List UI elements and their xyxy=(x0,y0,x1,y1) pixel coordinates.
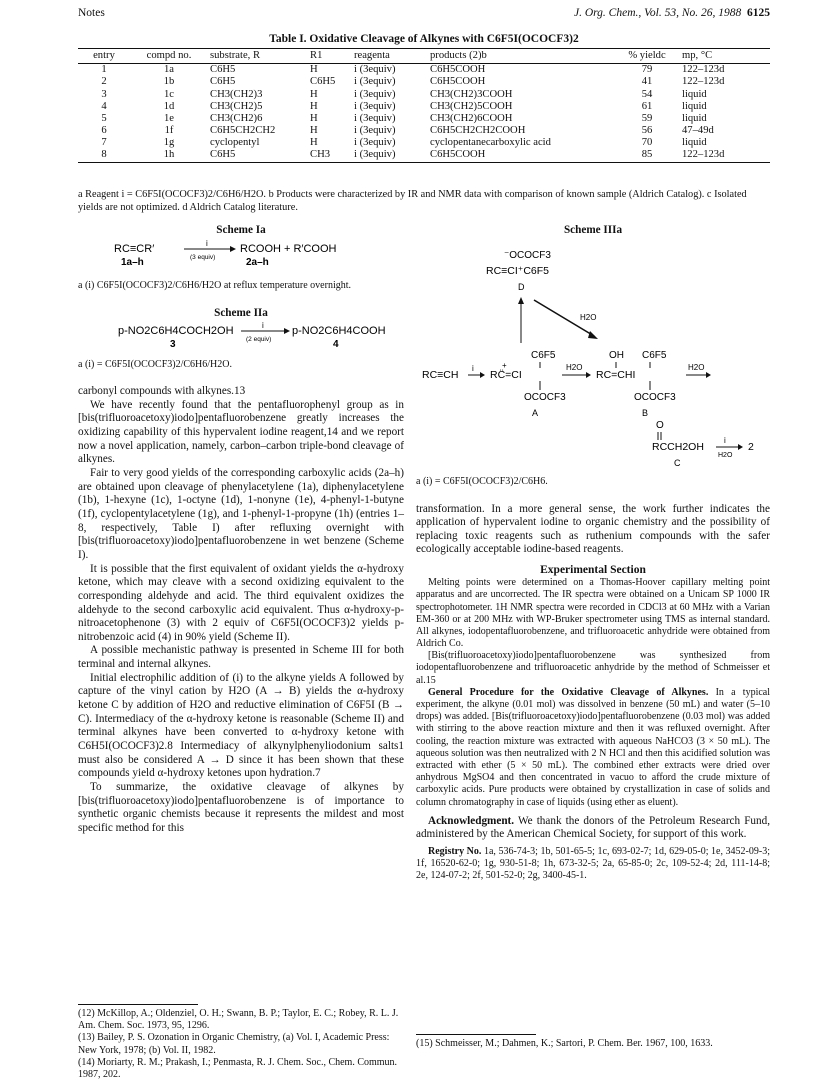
table-cell: C6H5 xyxy=(210,76,236,88)
table-header-cell: reagenta xyxy=(352,49,428,64)
table-cell: i (3equiv) xyxy=(354,76,396,88)
table-cell: CH3(CH2)6COOH xyxy=(430,112,513,124)
scheme3-a-main: RC̈=CI xyxy=(490,368,522,381)
scheme1-title: Scheme Ia xyxy=(216,224,266,236)
scheme3-product-2: 2 xyxy=(748,440,754,453)
acknowledgment-heading: Acknowledgment. xyxy=(428,814,515,827)
table-cell: H xyxy=(310,137,318,149)
registry-numbers: Registry No. 1a, 536-74-3; 1b, 501-65-5; 1c, 693-02-7; 1d, 629-05-0; 1e, 3452-09-3; 1f, 16520-62-0; 1g, 930-51-8; 1h, 673-32-5; 2a, 65-85-0; 2c, 109-52-4; 2d, 111-14-8; 2e, 124-07-2; 2f, 501-52-0; 2g, 3400-45-1. xyxy=(416,846,770,882)
table-cell: CH3 xyxy=(308,149,352,162)
table-cell: 1e xyxy=(164,112,174,124)
table-cell: 1c xyxy=(164,88,174,100)
table-header-cell: R1 xyxy=(308,49,352,64)
table-cell: 8 xyxy=(78,149,130,162)
table-header-cell: % yieldc xyxy=(614,49,680,64)
table-header-row xyxy=(78,49,770,64)
table-cell: H xyxy=(310,88,318,100)
scheme1-products: RCOOH + R′COOH xyxy=(240,242,337,255)
table-cell: C6H5CH2CH2COOH xyxy=(430,125,526,137)
table-cell: H xyxy=(310,100,318,112)
scheme3-a-ococf3: OCOCF3 xyxy=(524,391,566,403)
scheme2-footnote: a (i) = C6F5I(OCOCF3)2/C6H6/H2O. xyxy=(78,358,232,370)
table-cell: 1a xyxy=(164,64,174,76)
paragraph: To summarize, the oxidative cleavage of alkynes by [bis(trifluoroacetoxy)iodo]pentafluorobenzene is of importance to synthetic organic chemists because it represents the mildest and most specific method for this xyxy=(78,781,404,834)
footnote-14: (14) Moriarty, R. M.; Prakash, I.; Penmasta, R. J. Chem. Soc., Chem. Commun. 1987, 202. xyxy=(78,1056,398,1080)
table-cell: 79 xyxy=(641,64,653,76)
table-row xyxy=(78,113,770,125)
footnote-13: (13) Bailey, P. S. Ozonation in Organic Chemistry, (a) Vol. I, Academic Press: New York, 1978; (b) Vol. II, 1982. xyxy=(78,1032,390,1056)
table-body xyxy=(78,64,770,162)
table-cell: 61 xyxy=(641,100,653,112)
table-title: Table I. Oxidative Cleavage of Alkynes with C6F5I(OCOCF3)2 xyxy=(269,33,579,45)
table-cell: C6H5COOH xyxy=(430,76,486,88)
scheme3-b-oh: OH xyxy=(609,349,624,361)
table-cell: C6H5COOH xyxy=(430,64,486,76)
table-cell: H xyxy=(310,64,318,76)
table-cell: i (3equiv) xyxy=(354,88,396,100)
table-row xyxy=(78,149,770,162)
table-cell: 47–49d xyxy=(682,125,714,137)
scheme1-arrow-equiv: (3 equiv) xyxy=(190,253,216,261)
table-row xyxy=(78,76,770,88)
scheme3-d-cation: RC≡CI⁺C6F5 xyxy=(486,264,550,277)
paragraph: A possible mechanistic pathway is presented in Scheme III for both terminal and internal alkynes. xyxy=(78,644,404,671)
table-cell: CH3(CH2)5COOH xyxy=(430,100,513,112)
section-label: Notes xyxy=(78,7,105,19)
table-cell: 1b xyxy=(163,76,175,88)
paragraph: carbonyl compounds with alkynes.13 xyxy=(78,385,246,397)
results-table xyxy=(78,48,770,163)
acknowledgment: Acknowledgment. We thank the donors of the Petroleum Research Fund, administered by the American Chemical Society, for support of this work. xyxy=(416,814,770,841)
running-header xyxy=(78,6,770,22)
experimental-heading: Experimental Section xyxy=(540,564,646,577)
table-cell: CH3(CH2)6 xyxy=(210,112,263,124)
scheme2-reactant-label: 3 xyxy=(170,339,176,351)
scheme3-start-alkyne: RC≡CH xyxy=(422,368,459,381)
table-cell: 122–123d xyxy=(682,76,725,88)
scheme3-footnote: a (i) = C6F5I(OCOCF3)2/C6H6. xyxy=(416,476,548,488)
table-cell: 1h xyxy=(130,149,208,162)
scheme3-arrow-a-to-d-head xyxy=(518,297,524,304)
scheme1-reactant-label: 1a–h xyxy=(121,256,144,268)
paragraph: transformation. In a more general sense, the work further indicates the application of hypervalent iodine to organic chemistry and the possibility of replacing toxic reagents such as ruthenium compounds with the safer ecologically acceptable iodine-based reagents. xyxy=(416,502,770,556)
scheme3-arrow-b-to-c-head xyxy=(706,372,711,378)
table-cell: H xyxy=(310,125,318,137)
scheme3-h2o-diagonal: H2O xyxy=(580,312,597,322)
table-header-cell: substrate, R xyxy=(208,49,308,64)
right-footnotes xyxy=(416,1034,770,1050)
table-cell: 3 xyxy=(101,88,107,100)
table-cell: CH3(CH2)5 xyxy=(210,100,263,112)
procedure-heading: General Procedure for the Oxidative Cleavage of Alkynes. xyxy=(428,686,709,698)
left-footnotes xyxy=(78,1004,404,1081)
table-cell: H xyxy=(310,112,318,124)
experimental-paragraph: [Bis(trifluoroacetoxy)iodo]pentafluorobenzene was synthesized from iodopentafluorobenzene and trifluoroacetic anhydride by the method of Schmeisser et al.15 xyxy=(416,650,770,686)
table-cell: 5 xyxy=(101,112,107,124)
scheme2-title: Scheme IIa xyxy=(214,306,268,319)
scheme3-title: Scheme IIIa xyxy=(563,224,623,236)
table-cell: liquid xyxy=(682,112,707,124)
scheme3-d-label: D xyxy=(518,281,525,292)
scheme2-arrow-reagent: i xyxy=(262,321,264,331)
left-body-text xyxy=(78,385,404,836)
page-number: 6125 xyxy=(747,7,770,19)
table-cell: i (3equiv) xyxy=(352,149,428,162)
scheme3-arrow-i-head xyxy=(480,372,485,378)
scheme2-reactant: p-NO2C6H4COCH2OH xyxy=(118,325,234,338)
table-cell: 4 xyxy=(101,100,107,112)
scheme1-reactant: RC≡CR′ xyxy=(114,242,155,255)
table-cell: i (3equiv) xyxy=(354,137,396,149)
scheme2-product-label: 4 xyxy=(333,339,339,351)
scheme3-b-ococf3: OCOCF3 xyxy=(634,391,676,403)
scheme3-a-charge: + xyxy=(502,360,507,370)
table-cell: i (3equiv) xyxy=(354,112,396,124)
table-cell: 1g xyxy=(163,137,175,149)
experimental-paragraph: Melting points were determined on a Thomas-Hoover capillary melting point apparatus and are uncorrected. The IR spectra were obtained on a Unicam SP 1000 IR spectrophotometer. 1H NMR spectra were recorded in CDCl3 at 60 MHz with a Varian EM-360 or at 200 MHz with WP-Bruker spectrometer using TMS as internal standard. All alkynes, iodopentafluorobenzene, and trifluoroacetic anhydride were obtained from Aldrich Co. xyxy=(416,577,770,650)
table-cell: 2 xyxy=(101,76,107,88)
scheme1-product-label: 2a–h xyxy=(246,256,269,268)
table-cell: cyclopentanecarboxylic acid xyxy=(430,137,551,149)
scheme3-b-c6f5: C6F5 xyxy=(642,349,667,361)
table-cell: 122–123d xyxy=(682,64,725,76)
table-cell: 7 xyxy=(101,137,107,149)
table-header-cell: entry xyxy=(78,49,130,64)
scheme1-figure xyxy=(78,238,404,272)
table-cell: C6H5 xyxy=(210,64,236,76)
scheme3-arrow-a-to-b-head xyxy=(586,372,591,378)
footnote-rule xyxy=(416,1034,536,1035)
paragraph: We have recently found that the pentafluorophenyl group as in [bis(trifluoroacetoxy)iodo]pentafluorobenzene greatly increases the oxidizing capability of this hypervalent iodine reagent,14 and we report now a novel application, namely, carbon–carbon triple-bond cleavage of alkynes. xyxy=(78,398,404,466)
paragraph: Fair to very good yields of the corresponding carboxylic acids (2a–h) are obtained upon cleavage of phenylacetylene (1a), diphenylacetylene (1b), 1-hexyne (1c), 1-octyne (1d), 1-nonyne (1e), 4-phenyl-1-butyne (1f), cyclopentylacetylene (1g), and 1-phenyl-1-propyne (1h) (entries 1–8, respectively, Table I) after refluxing overnight with [bis(trifluoroacetoxy)iodo]pentafluorobenzene in wet benzene (Scheme I). xyxy=(78,466,404,561)
table-cell: liquid xyxy=(682,137,707,149)
table-header-cell: mp, °C xyxy=(680,49,770,64)
table-cell: 1d xyxy=(163,100,175,112)
scheme3-b-label: B xyxy=(642,407,649,418)
registry-heading: Registry No. xyxy=(428,846,482,858)
scheme3-h2o-b-to-c: H2O xyxy=(688,362,705,372)
table-cell: 6 xyxy=(101,125,107,137)
paragraph: It is possible that the first equivalent of oxidant yields the α-hydroxy ketone, which may cleave with a second oxidizing equivalent to the corresponding aldehyde and acid. The third equivalent oxidizes the aldehyde to the second carboxylic acid equivalent. Thus α-hydroxy-p-nitroacetophenone (3) with 2 equiv of C6F5I(OCOCF3)2 yields p-nitrobenzoic acid (4) in 90% yield (Scheme II). xyxy=(78,562,404,643)
table-cell: liquid xyxy=(682,88,707,100)
experimental-paragraph: General Procedure for the Oxidative Cleavage of Alkynes. In a typical experiment, the alkyne (0.01 mol) was dissolved in benzene (50 mL) and water (5–10 drops) was added. [Bis(trifluoroacetoxy)iodo]pentafluorobenzene (0.03 mol) was added with stirring to the above reaction mixture and then it was refluxed overnight. After cooling, the reaction mixture was extracted with aqueous NaHCO3 (3 × 50 mL). The aqueous solution was then neutralized with 2 N HCl and then this acidified solution was extracted with ether (5 × 50 mL). The combined ether extracts were dried over anhydrous MgSO4 and then concentrated in vacuo to afford the crude mixture of carboxylic acids. Pure products were obtained by crystallization in case of solids and column chromatography in case of liquids (using ether as eluent). xyxy=(416,686,771,808)
table-cell: 122–123d xyxy=(680,149,770,162)
scheme1-arrow-reagent: i xyxy=(206,238,208,248)
scheme3-a-c6f5: C6F5 xyxy=(531,349,556,361)
scheme3-arrow-d-to-b-head xyxy=(588,331,598,339)
scheme2-figure xyxy=(78,320,404,352)
table-cell: 1f xyxy=(164,125,174,137)
scheme3-c-oxygen: O xyxy=(656,419,664,431)
table-header-cell: compd no. xyxy=(130,49,208,64)
scheme3-c-label: C xyxy=(674,457,681,468)
table-cell: liquid xyxy=(682,100,707,112)
table-cell: C6H5CH2CH2 xyxy=(210,125,276,137)
scheme3-arrow-i-label: i xyxy=(472,363,474,373)
table-row xyxy=(78,89,770,101)
scheme3-arrow-c-water: H2O xyxy=(718,451,733,459)
table-cell: C6H5 xyxy=(310,76,336,88)
paragraph: Initial electrophilic addition of (i) to the alkyne yields A followed by capture of the vinyl cation by H2O (A → B) yields the α-hydroxy ketone C by addition of H2O and reductive elimination of C6F5I (B → C). Intermediacy of the α-hydroxy ketone is reasonable (Scheme II) and terminal alkynes have been converted to α-hydroxy ketone with C6H5I(OCOCF3)2.8 Intermediacy of alkynylphenyliodonium salts1 must also be considered A → D since it has been shown that these compounds yield α-hydroxy ketones upon hydration.7 xyxy=(78,671,404,780)
table-cell: 1 xyxy=(101,64,107,76)
table-row xyxy=(78,125,770,137)
footnote-12: (12) McKillop, A.; Oldenziel, O. H.; Swann, B. P.; Taylor, E. C.; Robey, R. L. J. Am. Chem. Soc. 1973, 95, 1296. xyxy=(78,1008,399,1032)
table-header-cell: products (2)b xyxy=(428,49,614,64)
table-cell: C6H5COOH xyxy=(428,149,614,162)
scheme3-c-main: RCCH2OH xyxy=(652,440,704,453)
table-row xyxy=(78,101,770,113)
table-row xyxy=(78,137,770,149)
table-cell: 59 xyxy=(641,112,653,124)
scheme3-figure xyxy=(416,238,770,470)
journal-citation: J. Org. Chem., Vol. 53, No. 26, 1988 6125 xyxy=(573,7,770,19)
footnote-rule xyxy=(78,1004,198,1005)
scheme3-h2o-a-to-b: H2O xyxy=(566,362,583,372)
left-column xyxy=(78,224,404,836)
table-cell: i (3equiv) xyxy=(354,125,396,137)
scheme3-a-label: A xyxy=(532,407,539,418)
right-body-text xyxy=(416,503,770,883)
table-cell: CH3(CH2)3COOH xyxy=(430,88,513,100)
table-cell: cyclopentyl xyxy=(210,137,260,149)
scheme2-arrow-head xyxy=(284,328,290,334)
scheme2-product: p-NO2C6H4COOH xyxy=(292,325,386,338)
scheme3-b-main: RC=CHI xyxy=(596,368,636,381)
table-footnote: a Reagent i = C6F5I(OCOCF3)2/C6H6/H2O. b Products were characterized by IR and NMR data with comparison of known sample (Aldrich Catalog). c Isolated yields are not optimized. d Aldrich Catalog literature. xyxy=(78,189,747,213)
table-cell: CH3(CH2)3 xyxy=(210,88,263,100)
scheme3-arrow-c-reagent: i xyxy=(724,435,726,445)
table-cell: i (3equiv) xyxy=(354,100,396,112)
scheme1-footnote: a (i) C6F5I(OCOCF3)2/C6H6/H2O at reflux temperature overnight. xyxy=(78,280,352,292)
right-column xyxy=(416,224,770,883)
table-cell: i (3equiv) xyxy=(354,64,396,76)
table-row xyxy=(78,64,770,77)
scheme3-arrow-c-to-2-head xyxy=(738,444,743,450)
table-cell: 56 xyxy=(641,125,653,137)
table-cell: C6H5 xyxy=(208,149,308,162)
scheme1-arrow-head xyxy=(230,246,236,252)
scheme3-d-anion: ⁻OCOCF3 xyxy=(504,249,551,261)
scheme2-arrow-equiv: (2 equiv) xyxy=(246,336,272,344)
table-cell: 85 xyxy=(614,149,680,162)
footnote-15: (15) Schmeisser, M.; Dahmen, K.; Sartori, P. Chem. Ber. 1967, 100, 1633. xyxy=(416,1038,713,1049)
table-cell: 41 xyxy=(641,76,653,88)
table-cell: 70 xyxy=(641,137,653,149)
table-cell: 54 xyxy=(641,88,653,100)
